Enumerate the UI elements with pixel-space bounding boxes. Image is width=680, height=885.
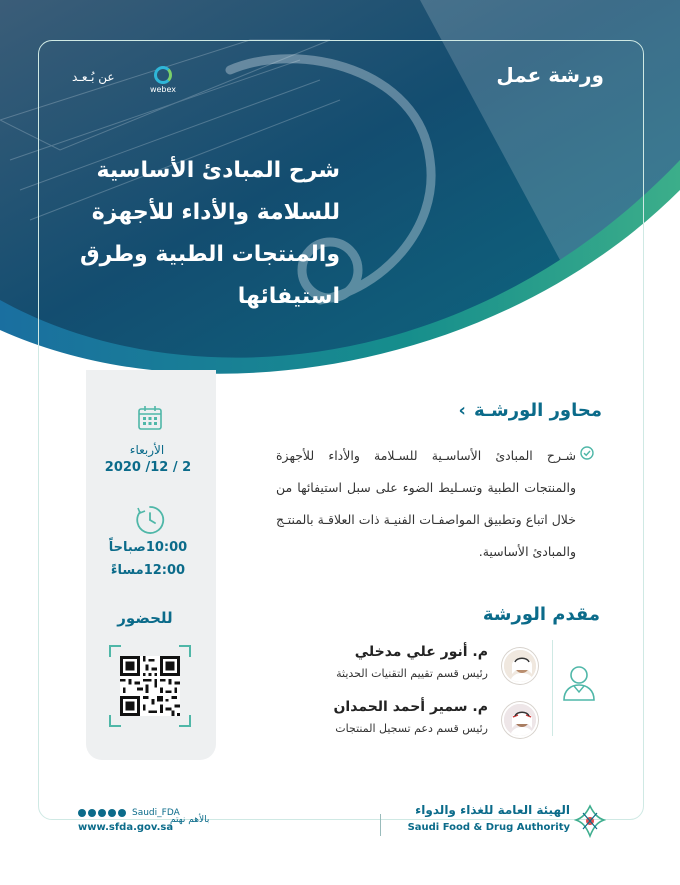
presenter-photo-2 [504, 704, 538, 738]
presenter-role-2: رئيس قسم دعم تسجيل المنتجات [335, 722, 488, 735]
start-time: 10:00صباحاً [108, 540, 188, 555]
chevron-left-icon: › [458, 400, 466, 421]
attend-label: للحضور [117, 609, 173, 627]
avatar [502, 702, 538, 738]
instagram-icon[interactable] [88, 809, 96, 817]
end-time: 12:00مساءً [110, 563, 186, 578]
qr-code-icon[interactable] [120, 656, 180, 716]
check-circle-icon [580, 446, 594, 460]
sfda-logo [574, 804, 606, 838]
footer-divider [380, 814, 381, 836]
youtube-icon[interactable] [98, 809, 106, 817]
remote-logo: عن بُـعـد [72, 70, 115, 84]
website-link[interactable]: www.sfda.gov.sa [78, 822, 174, 833]
snapchat-icon[interactable] [108, 809, 116, 817]
title-line-2: للسلامة والأداء للأجهزة [91, 200, 340, 225]
workshop-day: الأربعاء [129, 443, 165, 457]
workshop-badge: ورشة عمل [496, 63, 604, 87]
person-icon [562, 664, 596, 702]
social-handle[interactable]: Saudi_FDA [132, 808, 180, 818]
twitter-icon[interactable] [78, 809, 86, 817]
axes-heading-label: محاور الورشـة [473, 400, 602, 421]
social-links [78, 808, 180, 818]
presenter-role-1: رئيس قسم تقييم التقنيات الحديثة [336, 667, 488, 680]
webex-icon [154, 66, 172, 84]
axes-heading [459, 400, 602, 421]
title-line-4: استيفائها [237, 284, 340, 309]
presenter-name-1: م. أنور علي مدخلي [354, 644, 488, 660]
avatar [502, 648, 538, 684]
facebook-icon[interactable] [118, 809, 126, 817]
axes-description: شـرح المبادئ الأساسـية للسـلامة والأداء للأجهزة والمنتجات الطبية وتسـليط الضوء على سبل استيفائها من خلال اتباع وتطبيق المواصفـات الفنيـة ذات العلاقـة بالمنتـج والمبادئ الأساسية. [276, 448, 576, 559]
page-title [40, 150, 340, 318]
org-name-english: Saudi Food & Drug Authority [407, 822, 570, 833]
title-line-1: شرح المبادئ الأساسية [96, 158, 340, 183]
presenter-heading: مقدم الورشة [482, 604, 600, 625]
org-name-arabic: الهيئة العامة للغذاء والدواء [415, 803, 570, 817]
clock-icon [134, 504, 166, 536]
webex-logo [145, 66, 181, 94]
presenter-name-2: م. سمير أحمد الحمدان [333, 699, 488, 715]
webex-label: webex [149, 85, 177, 94]
presenter-photo-1 [504, 650, 538, 684]
title-line-3: والمنتجات الطبية وطرق [79, 242, 340, 267]
calendar-icon [138, 405, 162, 431]
workshop-date: 2 / 12/ 2020 [104, 460, 192, 475]
tagline: بالأهم نهتم [170, 815, 210, 825]
